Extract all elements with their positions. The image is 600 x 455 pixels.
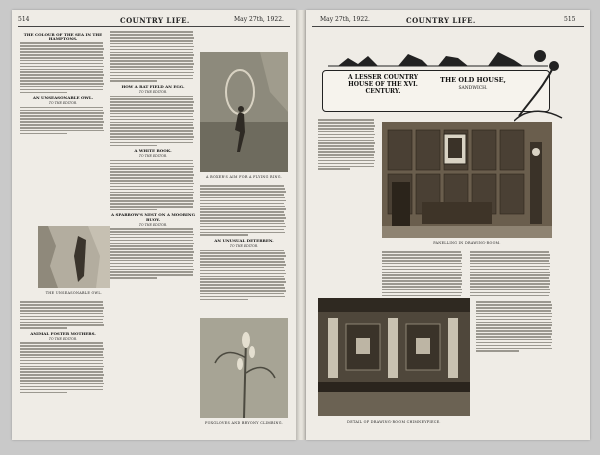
- text-line: [476, 327, 551, 329]
- text-line: [110, 60, 193, 62]
- body-text: [200, 185, 288, 236]
- text-line: [20, 301, 103, 303]
- text-line: [470, 272, 550, 274]
- text-line: [20, 77, 103, 79]
- text-line: [110, 174, 194, 176]
- text-line: [110, 186, 193, 188]
- text-line: [200, 299, 248, 301]
- text-line: [200, 250, 284, 252]
- left-running-head: [18, 16, 29, 23]
- text-line: [200, 194, 284, 196]
- boxer-photo: [200, 52, 288, 172]
- text-line: [200, 188, 285, 190]
- text-line: [20, 383, 104, 385]
- foxglove-caption: FOXGLOVES AND BRYONY CLIMBING.: [204, 421, 284, 425]
- text-line: [200, 270, 285, 272]
- text-line: [20, 92, 67, 94]
- text-line: [318, 157, 374, 159]
- body-text: [20, 342, 106, 393]
- text-line: [382, 257, 462, 259]
- text-line: [318, 160, 375, 162]
- text-line: [476, 313, 552, 315]
- text-line: [470, 274, 550, 276]
- text-line: [476, 342, 552, 344]
- text-line: [200, 290, 286, 292]
- text-line: [110, 63, 194, 65]
- left-page-date: May 27th, 1922.: [234, 16, 284, 23]
- text-line: [470, 257, 550, 259]
- text-line: [110, 277, 157, 279]
- text-line: [110, 263, 193, 265]
- right-column-1: [318, 118, 376, 298]
- text-line: [110, 52, 193, 54]
- text-line: [20, 322, 103, 324]
- text-line: [382, 254, 462, 256]
- article-subheading: TO THE EDITOR.: [138, 90, 168, 95]
- left-column-2: [110, 30, 196, 432]
- text-line: [20, 389, 103, 391]
- text-line: [110, 37, 194, 39]
- text-line: [110, 66, 193, 68]
- text-line: [110, 80, 157, 82]
- text-line: [318, 166, 374, 168]
- text-line: [20, 386, 103, 388]
- text-line: [476, 304, 552, 306]
- body-text: [200, 250, 288, 301]
- article-subheading: TO THE EDITOR.: [138, 222, 168, 227]
- text-line: [110, 124, 193, 126]
- text-line: [20, 71, 103, 73]
- text-line: [110, 192, 194, 194]
- text-line: [110, 119, 194, 121]
- body-text: [476, 301, 554, 352]
- text-line: [110, 243, 194, 245]
- text-line: [20, 83, 104, 85]
- text-line: [20, 54, 103, 56]
- text-line: [110, 40, 193, 42]
- text-line: [110, 168, 193, 170]
- text-line: [476, 330, 552, 332]
- text-line: [20, 115, 103, 117]
- article-heading: AN UNSEASONABLE OWL.: [32, 95, 94, 101]
- body-text: [470, 251, 552, 296]
- chimneypiece-photo: [318, 298, 470, 416]
- text-line: [20, 380, 103, 382]
- right-page-title: COUNTRY LIFE.: [406, 16, 476, 25]
- text-line: [20, 45, 103, 47]
- text-line: [200, 211, 284, 213]
- text-line: [200, 185, 284, 187]
- text-line: [476, 307, 552, 309]
- text-line: [476, 348, 552, 350]
- text-line: [382, 269, 461, 271]
- peacock-ornament: [514, 56, 564, 126]
- text-line: [382, 272, 462, 274]
- text-line: [110, 234, 194, 236]
- text-line: [318, 125, 375, 127]
- text-line: [20, 130, 104, 132]
- text-line: [470, 280, 550, 282]
- text-line: [110, 130, 193, 132]
- text-line: [318, 140, 374, 142]
- text-line: [110, 269, 194, 271]
- text-line: [382, 260, 461, 262]
- text-line: [20, 124, 103, 126]
- text-line: [20, 121, 104, 123]
- chimneypiece-caption: DETAIL OF DRAWING-ROOM CHIMNEYPIECE.: [347, 420, 441, 424]
- text-line: [110, 180, 193, 182]
- text-line: [20, 307, 104, 309]
- text-line: [318, 122, 374, 124]
- text-line: [470, 254, 550, 256]
- text-line: [382, 266, 462, 268]
- body-text: [20, 107, 106, 135]
- text-line: [110, 69, 193, 71]
- text-line: [20, 371, 103, 373]
- text-line: [200, 284, 284, 286]
- text-line: [20, 348, 104, 350]
- text-line: [476, 339, 552, 341]
- text-line: [110, 274, 193, 276]
- header-rule: [312, 26, 584, 27]
- article-heading: AN UNUSUAL DETERREN.: [214, 238, 274, 244]
- text-line: [200, 287, 285, 289]
- text-line: [200, 234, 248, 236]
- text-line: [200, 223, 285, 225]
- text-line: [318, 137, 374, 139]
- text-line: [110, 31, 193, 33]
- text-line: [470, 286, 549, 288]
- text-line: [110, 72, 194, 74]
- gutter: [296, 10, 306, 440]
- text-line: [20, 351, 103, 353]
- body-text: [110, 31, 196, 82]
- text-line: [110, 46, 194, 48]
- text-line: [110, 209, 157, 211]
- text-line: [318, 131, 374, 133]
- text-line: [200, 264, 286, 266]
- text-line: [20, 66, 104, 68]
- text-line: [110, 133, 193, 135]
- text-line: [20, 324, 104, 326]
- text-line: [20, 366, 104, 368]
- text-line: [110, 43, 193, 45]
- text-line: [382, 292, 462, 294]
- text-line: [110, 206, 193, 208]
- text-line: [20, 310, 103, 312]
- text-line: [20, 327, 67, 329]
- text-line: [200, 267, 284, 269]
- text-line: [200, 214, 285, 216]
- text-line: [318, 151, 375, 153]
- text-line: [110, 104, 193, 106]
- text-line: [200, 232, 285, 234]
- text-line: [110, 271, 193, 273]
- text-line: [20, 86, 103, 88]
- text-line: [20, 57, 104, 59]
- text-line: [470, 260, 549, 262]
- text-line: [470, 295, 549, 296]
- text-line: [110, 200, 194, 202]
- text-line: [382, 283, 462, 285]
- text-line: [20, 110, 103, 112]
- text-line: [110, 57, 193, 59]
- owl-photo: [38, 226, 110, 288]
- text-line: [20, 342, 103, 344]
- text-line: [20, 363, 103, 365]
- text-line: [470, 289, 550, 291]
- text-line: [110, 163, 193, 165]
- body-text: [110, 160, 196, 211]
- text-line: [200, 203, 284, 205]
- right-page-number: 515: [564, 16, 576, 23]
- text-line: [110, 49, 193, 51]
- text-line: [110, 142, 193, 144]
- text-line: [476, 319, 551, 321]
- text-line: [200, 276, 284, 278]
- text-line: [20, 360, 103, 362]
- text-line: [110, 145, 157, 147]
- text-line: [110, 160, 193, 162]
- right-column-4: [476, 300, 554, 432]
- text-line: [200, 296, 285, 298]
- text-line: [110, 266, 193, 268]
- right-column-2: [382, 250, 464, 296]
- text-line: [110, 34, 193, 36]
- text-line: [110, 98, 193, 100]
- text-line: [382, 274, 462, 276]
- text-line: [200, 261, 285, 263]
- text-line: [110, 254, 193, 256]
- text-line: [318, 168, 350, 170]
- text-line: [318, 145, 374, 147]
- text-line: [20, 368, 103, 370]
- text-line: [20, 60, 103, 62]
- text-line: [110, 96, 193, 98]
- article-heading: ANIMAL FOSTER MOTHERS.: [30, 330, 96, 336]
- text-line: [382, 251, 461, 253]
- body-text: [318, 119, 376, 170]
- foxglove-photo: [200, 318, 288, 418]
- article-banner: [318, 36, 558, 116]
- text-line: [382, 277, 461, 279]
- panelling-photo: [382, 122, 552, 238]
- right-column-3: [470, 250, 552, 296]
- left-page-title: COUNTRY LIFE.: [120, 16, 190, 25]
- text-line: [382, 295, 461, 296]
- text-line: [20, 107, 103, 109]
- article-subheading: TO THE EDITOR.: [48, 101, 78, 106]
- text-line: [476, 310, 551, 312]
- text-line: [476, 301, 551, 303]
- text-line: [110, 127, 194, 129]
- house-name: THE OLD HOUSE,: [440, 76, 506, 84]
- panelling-caption: PANELLING IN DRAWING-ROOM.: [433, 241, 501, 245]
- text-line: [20, 374, 104, 376]
- text-line: [318, 119, 374, 121]
- article-title: A LESSER COUNTRY HOUSE OF THE XVI. CENTURY.: [348, 74, 418, 96]
- text-line: [110, 116, 193, 118]
- text-line: [110, 107, 193, 109]
- text-line: [110, 122, 193, 124]
- text-line: [20, 316, 104, 318]
- text-line: [110, 260, 194, 262]
- text-line: [110, 231, 193, 233]
- text-line: [110, 166, 194, 168]
- text-line: [200, 281, 286, 283]
- text-line: [20, 319, 103, 321]
- text-line: [110, 194, 193, 196]
- article-subheading: TO THE EDITOR.: [229, 244, 259, 249]
- text-line: [20, 133, 67, 135]
- text-line: [20, 80, 103, 82]
- left-page: [12, 10, 296, 440]
- text-line: [20, 112, 104, 114]
- text-line: [200, 293, 284, 295]
- text-line: [20, 304, 103, 306]
- text-line: [318, 154, 374, 156]
- text-line: [382, 280, 462, 282]
- text-line: [476, 336, 551, 338]
- text-line: [20, 51, 103, 53]
- text-line: [110, 113, 193, 115]
- article-subheading: TO THE EDITOR.: [138, 154, 168, 159]
- right-page-date: May 27th, 1922.: [320, 16, 370, 23]
- text-line: [20, 345, 103, 347]
- text-line: [470, 277, 549, 279]
- text-line: [200, 217, 286, 219]
- text-line: [20, 74, 104, 76]
- text-line: [470, 263, 550, 265]
- text-line: [20, 48, 104, 50]
- text-line: [110, 177, 193, 179]
- header-rule: [18, 26, 290, 27]
- text-line: [318, 148, 374, 150]
- body-text: [20, 301, 106, 329]
- text-line: [470, 266, 550, 268]
- text-line: [200, 226, 286, 228]
- body-text: [382, 251, 464, 296]
- article-heading: A SPARROW'S NEST ON A MOORING BUOY.: [111, 212, 195, 222]
- text-line: [200, 258, 284, 260]
- text-line: [200, 278, 285, 280]
- body-text: [20, 42, 106, 93]
- text-line: [382, 289, 462, 291]
- text-line: [20, 354, 103, 356]
- text-line: [110, 75, 193, 77]
- text-line: [110, 245, 193, 247]
- text-line: [110, 228, 193, 230]
- text-line: [200, 252, 285, 254]
- text-line: [110, 136, 194, 138]
- text-line: [470, 283, 550, 285]
- text-line: [476, 333, 552, 335]
- text-line: [382, 286, 461, 288]
- text-line: [200, 220, 284, 222]
- text-line: [110, 101, 194, 103]
- text-line: [20, 42, 103, 44]
- text-line: [200, 255, 286, 257]
- text-line: [318, 134, 375, 136]
- text-line: [476, 350, 519, 352]
- text-line: [476, 316, 552, 318]
- text-line: [20, 127, 103, 129]
- boxer-caption: A BOXER'S AIM FOR A FLYING RING.: [205, 175, 283, 179]
- text-line: [318, 128, 374, 130]
- left-page-number: 514: [18, 16, 30, 23]
- text-line: [470, 269, 549, 271]
- text-line: [200, 191, 286, 193]
- text-line: [110, 203, 193, 205]
- text-line: [20, 69, 103, 71]
- text-line: [110, 248, 193, 250]
- text-line: [200, 273, 286, 275]
- house-place: SANDWICH.: [458, 86, 488, 91]
- text-line: [110, 171, 193, 173]
- section-heading: THE COLOUR OF THE SEA IN THE HAMPTONS.: [23, 32, 103, 42]
- left-column-3: [200, 184, 288, 314]
- body-text: [110, 96, 196, 147]
- text-line: [110, 110, 194, 112]
- text-line: [20, 357, 104, 359]
- article-heading: HOW A RAT FIELD AN EGG.: [121, 84, 185, 90]
- text-line: [110, 54, 194, 56]
- text-line: [20, 377, 103, 379]
- text-line: [200, 208, 286, 210]
- text-line: [20, 89, 103, 91]
- text-line: [110, 183, 194, 185]
- text-line: [476, 345, 551, 347]
- body-text: [110, 228, 196, 279]
- text-line: [20, 118, 103, 120]
- text-line: [110, 251, 194, 253]
- text-line: [476, 324, 552, 326]
- text-line: [110, 78, 193, 80]
- text-line: [200, 206, 285, 208]
- text-line: [110, 257, 193, 259]
- text-line: [110, 240, 193, 242]
- text-line: [20, 63, 103, 65]
- owl-caption: THE UNSEASONABLE OWL.: [45, 291, 103, 295]
- text-line: [200, 200, 286, 202]
- text-line: [110, 189, 193, 191]
- text-line: [110, 139, 193, 141]
- text-line: [20, 313, 103, 315]
- text-line: [318, 142, 375, 144]
- article-heading: A WHITE ROOK.: [134, 148, 172, 154]
- text-line: [382, 263, 462, 265]
- text-line: [476, 322, 552, 324]
- text-line: [200, 197, 285, 199]
- text-line: [470, 251, 549, 253]
- article-subheading: TO THE EDITOR.: [48, 337, 78, 341]
- text-line: [110, 237, 193, 239]
- text-line: [110, 197, 193, 199]
- text-line: [318, 163, 374, 165]
- text-line: [200, 229, 284, 231]
- text-line: [20, 392, 67, 394]
- text-line: [470, 292, 550, 294]
- left-column-1-lower: [20, 300, 106, 432]
